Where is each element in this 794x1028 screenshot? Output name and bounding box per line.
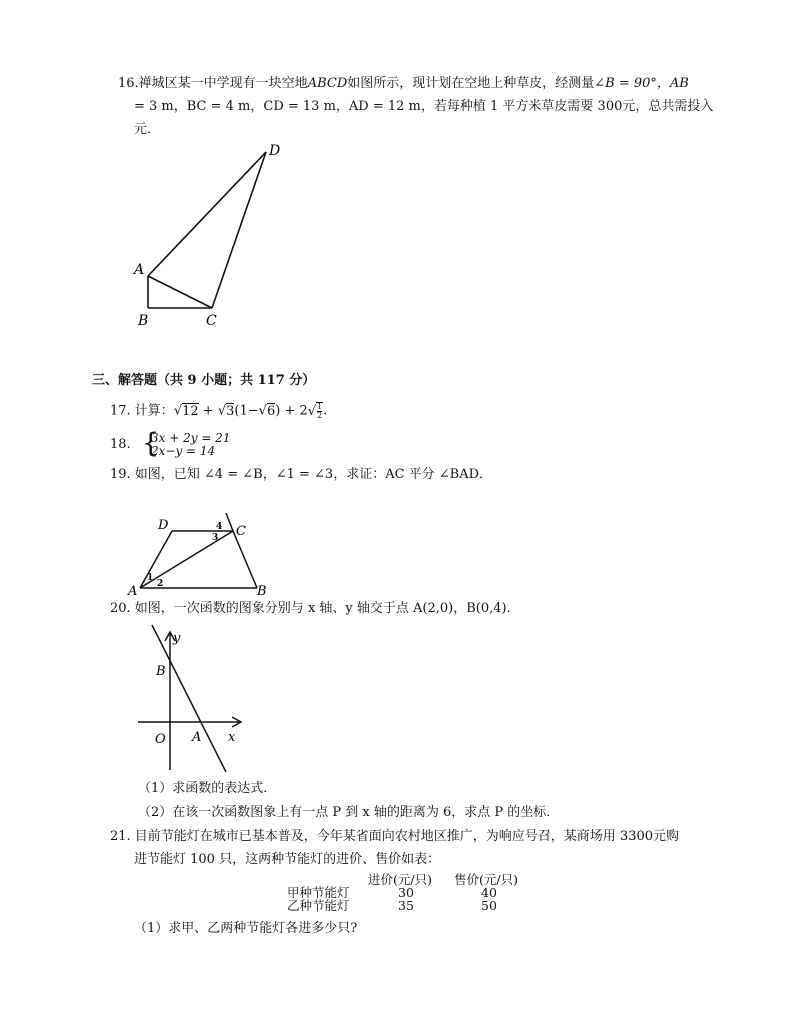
q21-header-buy: 进价(元/只) bbox=[368, 872, 432, 887]
q19-label-c: C bbox=[236, 524, 246, 539]
q17-frac-den: 2 bbox=[317, 411, 323, 420]
q17-sqrt-6: √6 bbox=[258, 403, 276, 419]
q21-row2-buy: 35 bbox=[398, 898, 414, 913]
q16-angle-b: ∠B = 90°，AB bbox=[594, 76, 689, 91]
q20-function-line bbox=[152, 625, 226, 772]
q16-label-c: C bbox=[206, 313, 217, 329]
q16-edge-ac bbox=[148, 276, 212, 308]
q16-text-a: 16.禅城区某一中学现有一块空地 bbox=[118, 76, 308, 91]
q21-row1-sell: 40 bbox=[481, 885, 497, 900]
q19-label-3: 3 bbox=[212, 533, 219, 543]
q19-edge-da bbox=[140, 531, 172, 588]
q19-diagonal-ac bbox=[140, 531, 233, 588]
q18-brace: { bbox=[142, 428, 160, 459]
q21-header-sell: 售价(元/只) bbox=[454, 872, 518, 887]
q20-sub1: （1）求函数的表达式． bbox=[138, 781, 277, 796]
q17-prefix: 17. 计算： bbox=[110, 403, 174, 419]
q17-end: . bbox=[323, 403, 328, 419]
q21-line1: 21. 目前节能灯在城市已基本普及，今年某省面向农村地区推广，为响应号召，某商场用 3300元购 bbox=[110, 829, 680, 844]
q20-figure bbox=[130, 620, 255, 775]
q17-paren-open: (1− bbox=[234, 403, 259, 419]
q16-figure bbox=[130, 140, 290, 330]
q19-figure bbox=[125, 495, 275, 597]
q19-text: 19. 如图，已知 ∠4 = ∠B，∠1 = ∠3，求证：AC 平分 ∠BAD． bbox=[110, 467, 493, 482]
q19-label-1: 1 bbox=[147, 573, 154, 583]
q20-label-a: A bbox=[192, 730, 202, 745]
q16-label-d: D bbox=[269, 143, 281, 159]
q21-row1-buy: 30 bbox=[398, 885, 414, 900]
q20-label-y: y bbox=[173, 631, 181, 646]
q17-radicand-3: 3 bbox=[226, 403, 235, 419]
q20-label-o: O bbox=[155, 732, 166, 747]
q16-label-b: B bbox=[138, 313, 149, 329]
q16-edge-dc bbox=[212, 152, 266, 308]
q17-sqrt-half: √ $\frac{1}{2}$ bbox=[307, 402, 323, 420]
q16-label-a: A bbox=[134, 262, 145, 278]
q18-eq2: 2x−y = 14 bbox=[151, 444, 216, 458]
q21-row2-sell: 50 bbox=[481, 898, 497, 913]
q16-abcd: ABCD bbox=[307, 76, 348, 91]
q19-extension bbox=[226, 513, 233, 531]
q17-radicand-6: 6 bbox=[266, 403, 276, 419]
q17-paren-close: ) bbox=[275, 403, 281, 419]
section3-heading: 三、解答题（共 9 小题；共 117 分） bbox=[92, 373, 316, 388]
q17-plus2: + 2 bbox=[284, 403, 308, 419]
q16-line2: = 3 m，BC = 4 m，CD = 13 m，AD = 12 m，若每种植 1 平方米草皮需要 300元，总共需投入 bbox=[134, 99, 714, 114]
q17-radicand-12: 12 bbox=[182, 403, 199, 419]
q16-line3: 元． bbox=[134, 122, 161, 137]
q21-sub1: （1）求甲、乙两种节能灯各进多少只? bbox=[134, 921, 358, 936]
q19-label-2: 2 bbox=[157, 579, 164, 589]
q18-system bbox=[142, 428, 232, 459]
q21-line2: 进节能灯 100 只，这两种节能灯的进价、售价如表： bbox=[134, 852, 441, 867]
q19-edge-cb bbox=[233, 531, 257, 588]
q17-sqrt-3: √3 bbox=[217, 403, 235, 419]
q21-row2-name: 乙种节能灯 bbox=[287, 898, 350, 913]
q17-line bbox=[110, 402, 327, 421]
q18-eq1: 3x + 2y = 21 bbox=[151, 431, 231, 445]
q17-sqrt-12: √12 bbox=[173, 403, 199, 419]
q16-line1 bbox=[118, 75, 689, 93]
q19-label-4: 4 bbox=[216, 522, 223, 532]
q20-label-x: x bbox=[228, 730, 236, 745]
q16-edge-ad bbox=[148, 152, 266, 276]
q20-text: 20. 如图，一次函数的图象分别与 x 轴、y 轴交于点 A(2,0)，B(0,4)． bbox=[110, 601, 520, 616]
q16-text-b: 如图所示，现计划在空地上种草皮，经测量 bbox=[347, 76, 595, 91]
q20-label-b: B bbox=[156, 664, 166, 679]
q19-label-a: A bbox=[128, 584, 138, 599]
q21-row1-name: 甲种节能灯 bbox=[287, 885, 350, 900]
q19-label-d: D bbox=[158, 518, 169, 533]
q17-frac-num: 1 bbox=[317, 402, 323, 411]
q17-plus1: + bbox=[202, 403, 214, 419]
q19-label-b: B bbox=[257, 584, 267, 599]
q20-sub2: （2）在该一次函数图象上有一点 P 到 x 轴的距离为 6，求点 P 的坐标． bbox=[138, 805, 560, 820]
q18-number: 18. bbox=[110, 437, 131, 452]
